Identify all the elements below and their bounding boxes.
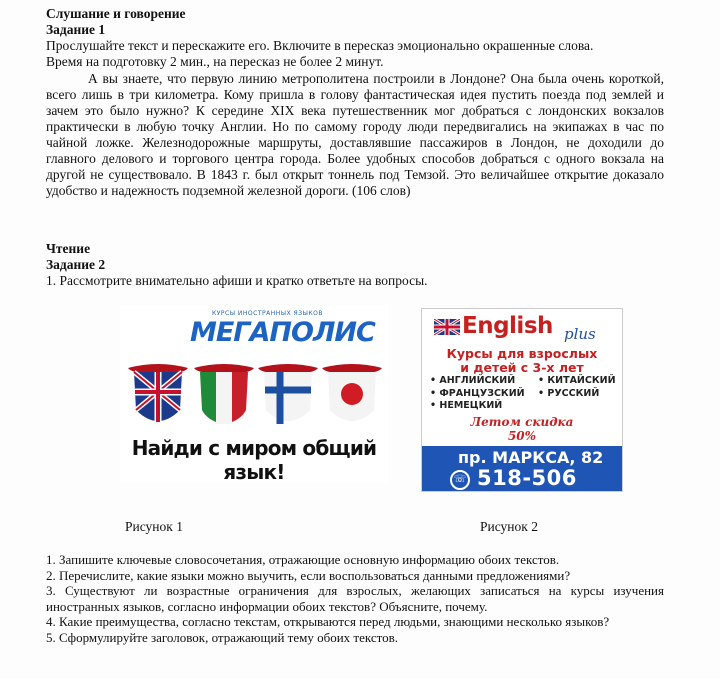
language-french: • ФРАНЦУЗСКИЙ: [430, 387, 525, 399]
promo-line-1: Летом скидка: [470, 415, 574, 429]
section2-heading: Чтение: [46, 241, 91, 256]
phone-icon: ☏: [450, 470, 470, 490]
section2-task: Задание 2: [46, 257, 106, 272]
listening-text: [46, 71, 664, 199]
section1-instruction-1: Прослушайте текст и перескажите его. Включите в пересказ эмоционально окрашенные слова.: [46, 38, 594, 53]
uk-flag-tongue-icon: [128, 364, 188, 422]
flag-tongues-image: [126, 360, 382, 430]
poster-english-plus: [421, 308, 623, 492]
summer-discount: [422, 415, 622, 443]
section1-task: Задание 1: [46, 22, 106, 37]
japan-flag-tongue-icon: [322, 364, 382, 421]
courses-line-2: и детей с 3-х лет: [460, 360, 584, 375]
language-russian: • РУССКИЙ: [538, 387, 600, 399]
megapolis-slogan: Найди с миром общий язык!: [131, 436, 377, 484]
megapolis-logo: [182, 309, 375, 349]
question-2: 2. Перечислите, какие языки можно выучить, если воспользоваться данными предложениями?: [46, 567, 571, 583]
poster-megapolis: [120, 305, 388, 483]
question-4: 4. Какие преимущества, согласно текстам, открываются перед людьми, знающими несколько языков?: [46, 614, 610, 629]
english-plus-header: [426, 311, 618, 347]
question-5: 5. Сформулируйте заголовок, отражающий тему обоих текстов.: [46, 629, 399, 645]
italy-flag-tongue-icon: [194, 364, 254, 424]
promo-line-2: 50%: [507, 429, 537, 443]
language-chinese: • КИТАЙСКИЙ: [538, 375, 616, 386]
english-plus-courses: [422, 347, 622, 375]
question-1: 1. Запишите ключевые словосочетания, отражающие основную информацию обоих текстов.: [46, 552, 560, 567]
courses-line-1: Курсы для взрослых: [446, 346, 598, 361]
section1-heading: Слушание и говорение: [46, 6, 186, 21]
english-plus-title-plus: plus: [564, 325, 596, 343]
language-german: • НЕМЕЦКИЙ: [430, 400, 503, 411]
section2-instruction: 1. Рассмотрите внимательно афиши и кратко ответьте на вопросы.: [46, 273, 428, 288]
finland-flag-tongue-icon: [258, 364, 318, 424]
uk-flag-icon: [434, 319, 460, 335]
english-plus-title: English: [462, 313, 553, 339]
figure-1-caption: Рисунок 1: [125, 519, 183, 534]
listening-text-body: А вы знаете, что первую линию метрополитена построили в Лондоне? Она была очень короткой, всего лишь в три километра. Кому пришла в голову фантастическая идея пустить поезда под землей и зачем это было нужно? К середине XIX века путешественник мог добраться с лондонских вокзалов практически в любую точку Англии. Но по самому городу люди передвигались на экипажах в час по чайной ложке. Железнодорожные маршруты, доставлявшие пассажиров в Лондон, не доходили до главного делового и торгового центра города. Более удобных способов добраться с одного вокзала на другой не существовало. В 1843 г. был открыт тоннель под Темзой. Это величайшее открытие доказало удобство и надежность подземной железной дороги. (106 слов): [46, 71, 664, 198]
language-english: • АНГЛИЙСКИЙ: [430, 375, 516, 386]
questions-list: [46, 552, 664, 645]
section1-instruction-2: Время на подготовку 2 мин., на пересказ не более 2 минут.: [46, 54, 384, 69]
figure-2-caption: Рисунок 2: [480, 519, 538, 534]
megapolis-logo-title: МЕГАПОЛИС: [190, 317, 375, 348]
language-list: [430, 375, 620, 413]
phone-number: 518-506: [477, 466, 577, 490]
contact-panel: [422, 446, 622, 491]
question-3: 3. Существуют ли возрастные ограничения для взрослых, желающих записаться на курсы изучения иностранных языков, согласно информации обоих текстов? Объясните, почему.: [46, 583, 664, 614]
address: пр. МАРКСА, 82: [458, 448, 604, 467]
megapolis-logo-subtitle: КУРСЫ ИНОСТРАННЫХ ЯЗЫКОВ: [212, 310, 323, 317]
